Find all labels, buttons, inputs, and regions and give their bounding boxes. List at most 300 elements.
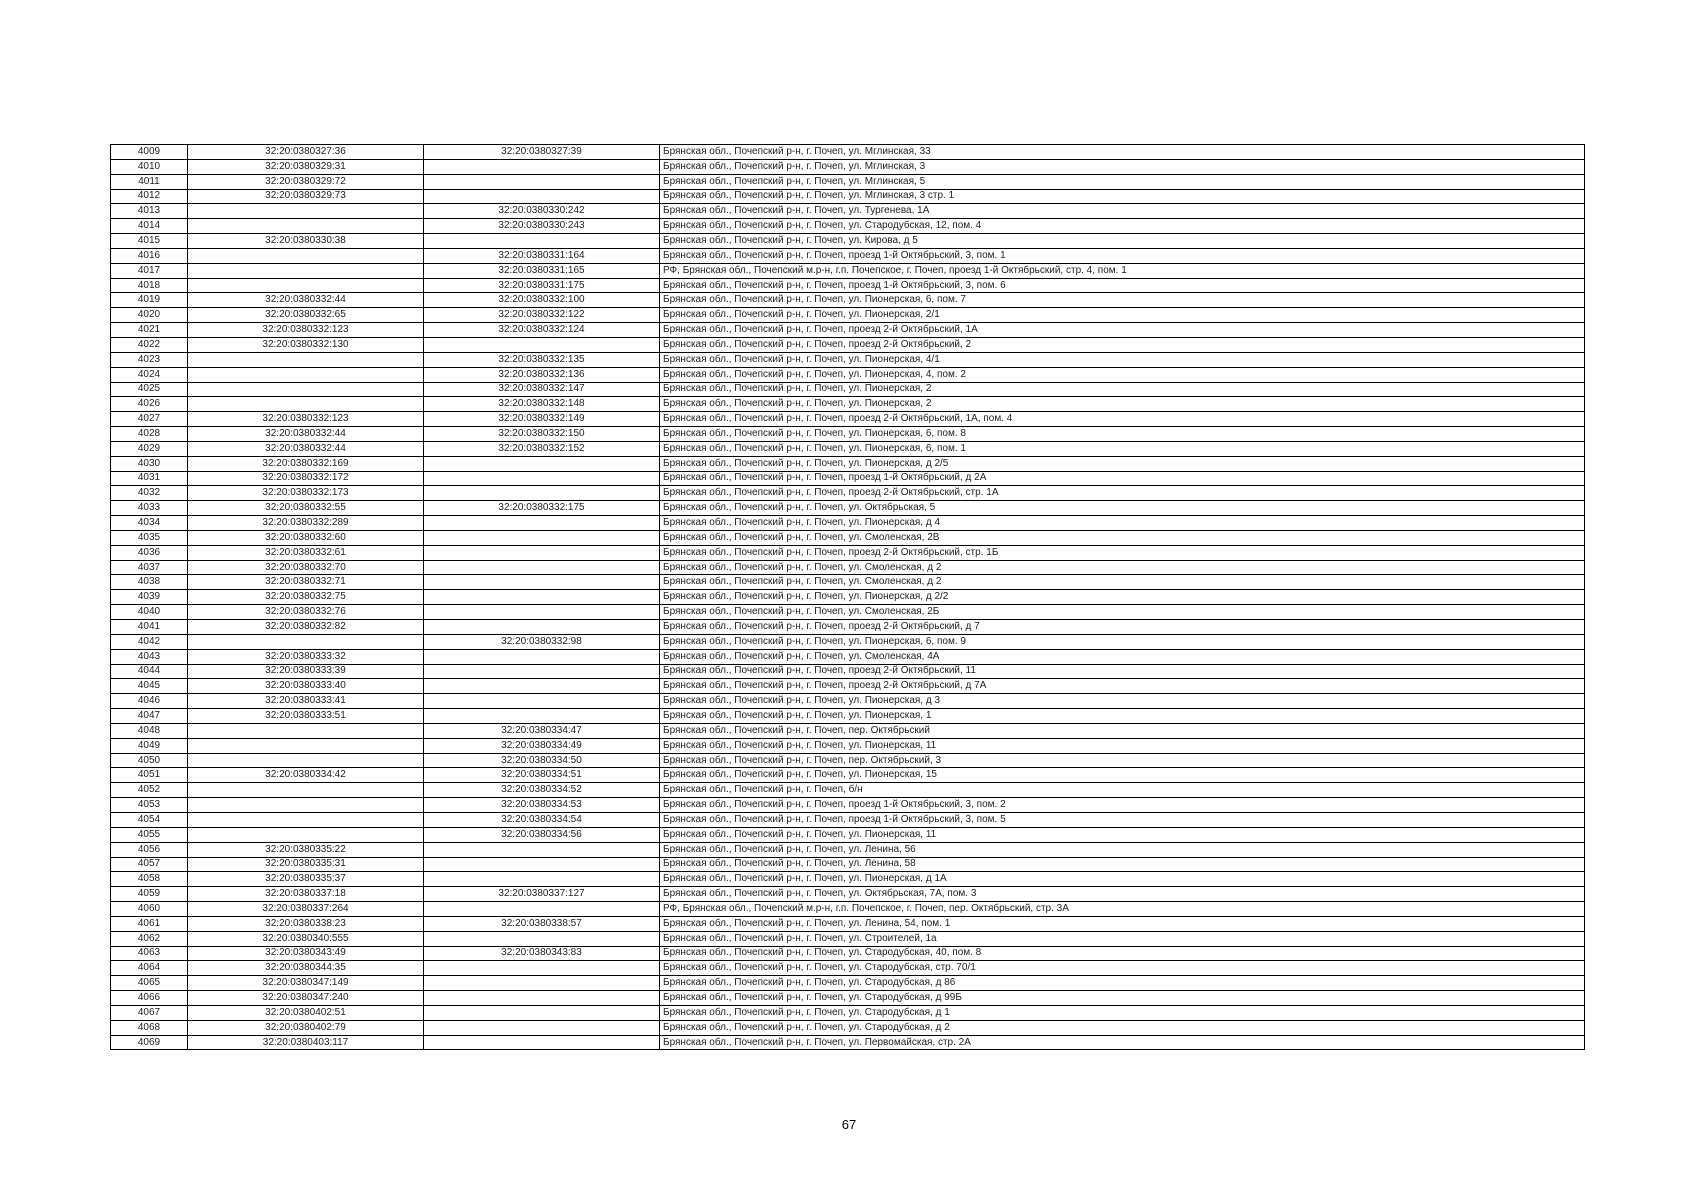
table-row [111,486,1585,501]
building-cadastral-number-cell: 32:20:0380332:152 [424,441,660,456]
table-row [111,812,1585,827]
building-cadastral-number-cell: 32:20:0380330:243 [424,219,660,234]
cadastral-number-cell: 32:20:0380332:172 [188,471,424,486]
address-cell: Брянская обл., Почепский р-н, г. Почеп, ул. Кирова, д 5 [660,234,1585,249]
building-cadastral-number-cell [424,486,660,501]
building-cadastral-number-cell: 32:20:0380332:136 [424,367,660,382]
cadastral-number-cell: 32:20:0380347:149 [188,976,424,991]
address-cell: Брянская обл., Почепский р-н, г. Почеп, ул. Пионерская, д 4 [660,516,1585,531]
row-number-cell: 4048 [111,723,188,738]
table-row [111,961,1585,976]
cadastral-number-cell: 32:20:0380332:76 [188,605,424,620]
building-cadastral-number-cell [424,976,660,991]
table-row [111,827,1585,842]
building-cadastral-number-cell: 32:20:0380332:100 [424,293,660,308]
table-row [111,590,1585,605]
building-cadastral-number-cell [424,872,660,887]
address-cell: Брянская обл., Почепский р-н, г. Почеп, проезд 2-й Октябрьский, 2 [660,337,1585,352]
row-number-cell: 4021 [111,323,188,338]
cadastral-number-cell: 32:20:0380332:169 [188,456,424,471]
cadastral-number-cell: 32:20:0380332:60 [188,530,424,545]
building-cadastral-number-cell [424,991,660,1006]
cadastral-number-cell: 32:20:0380332:44 [188,441,424,456]
row-number-cell: 4043 [111,649,188,664]
cadastral-number-cell: 32:20:0380337:264 [188,902,424,917]
table-row [111,783,1585,798]
address-cell: Брянская обл., Почепский р-н, г. Почеп, ул. Октябрьская, 7А, пом. 3 [660,887,1585,902]
building-cadastral-number-cell [424,174,660,189]
cadastral-number-cell: 32:20:0380343:49 [188,946,424,961]
table-row [111,931,1585,946]
table-row [111,412,1585,427]
building-cadastral-number-cell [424,337,660,352]
table-row [111,649,1585,664]
address-cell: Брянская обл., Почепский р-н, г. Почеп, ул. Смоленская, д 2 [660,560,1585,575]
building-cadastral-number-cell [424,842,660,857]
cadastral-number-cell: 32:20:0380332:65 [188,308,424,323]
table-row [111,263,1585,278]
building-cadastral-number-cell: 32:20:0380343:83 [424,946,660,961]
table-row [111,248,1585,263]
cadastral-number-cell: 32:20:0380332:123 [188,323,424,338]
table-row [111,575,1585,590]
table-row [111,916,1585,931]
address-cell: Брянская обл., Почепский р-н, г. Почеп, ул. Пионерская, д 3 [660,694,1585,709]
address-cell: Брянская обл., Почепский р-н, г. Почеп, ул. Стародубская, д 2 [660,1020,1585,1035]
address-cell: Брянская обл., Почепский р-н, г. Почеп, ул. Смоленская, 4А [660,649,1585,664]
row-number-cell: 4018 [111,278,188,293]
address-cell: Брянская обл., Почепский р-н, г. Почеп, ул. Смоленская, 2В [660,530,1585,545]
row-number-cell: 4029 [111,441,188,456]
table-row [111,367,1585,382]
cadastral-number-cell [188,634,424,649]
building-cadastral-number-cell [424,857,660,872]
cadastral-number-cell: 32:20:0380332:61 [188,545,424,560]
row-number-cell: 4033 [111,501,188,516]
row-number-cell: 4058 [111,872,188,887]
row-number-cell: 4016 [111,248,188,263]
address-cell: Брянская обл., Почепский р-н, г. Почеп, проезд 1-й Октябрьский, 3, пом. 1 [660,248,1585,263]
address-cell: Брянская обл., Почепский р-н, г. Почеп, ул. Стародубская, стр. 70/1 [660,961,1585,976]
building-cadastral-number-cell [424,590,660,605]
building-cadastral-number-cell: 32:20:0380334:50 [424,753,660,768]
address-cell: Брянская обл., Почепский р-н, г. Почеп, пер. Октябрьский, 3 [660,753,1585,768]
table-row [111,620,1585,635]
cadastral-number-cell: 32:20:0380327:36 [188,145,424,160]
building-cadastral-number-cell [424,560,660,575]
building-cadastral-number-cell: 32:20:0380332:175 [424,501,660,516]
row-number-cell: 4025 [111,382,188,397]
cadastral-number-cell: 32:20:0380403:117 [188,1035,424,1050]
cadastral-number-cell [188,753,424,768]
row-number-cell: 4041 [111,620,188,635]
cadastral-number-cell [188,798,424,813]
row-number-cell: 4057 [111,857,188,872]
building-cadastral-number-cell [424,530,660,545]
cadastral-number-cell [188,248,424,263]
row-number-cell: 4066 [111,991,188,1006]
address-cell: Брянская обл., Почепский р-н, г. Почеп, ул. Смоленская, д 2 [660,575,1585,590]
table-row [111,738,1585,753]
table-row [111,664,1585,679]
cadastral-number-cell [188,219,424,234]
table-row [111,516,1585,531]
row-number-cell: 4020 [111,308,188,323]
cadastral-number-cell: 32:20:0380332:44 [188,427,424,442]
cadastral-number-cell: 32:20:0380332:75 [188,590,424,605]
row-number-cell: 4052 [111,783,188,798]
cadastral-number-cell: 32:20:0380329:72 [188,174,424,189]
address-cell: Брянская обл., Почепский р-н, г. Почеп, проезд 2-й Октябрьский, стр. 1А [660,486,1585,501]
registry-table-body [111,145,1585,1050]
building-cadastral-number-cell: 32:20:0380330:242 [424,204,660,219]
address-cell: Брянская обл., Почепский р-н, г. Почеп, ул. Ленина, 56 [660,842,1585,857]
cadastral-number-cell: 32:20:0380333:32 [188,649,424,664]
cadastral-number-cell: 32:20:0380332:44 [188,293,424,308]
building-cadastral-number-cell: 32:20:0380334:54 [424,812,660,827]
row-number-cell: 4023 [111,352,188,367]
address-cell: Брянская обл., Почепский р-н, г. Почеп, ул. Пионерская, 1 [660,709,1585,724]
address-cell: Брянская обл., Почепский р-н, г. Почеп, ул. Стародубская, д 99Б [660,991,1585,1006]
building-cadastral-number-cell [424,902,660,917]
address-cell: Брянская обл., Почепский р-н, г. Почеп, ул. Пионерская, 11 [660,738,1585,753]
cadastral-number-cell [188,827,424,842]
building-cadastral-number-cell: 32:20:0380332:122 [424,308,660,323]
building-cadastral-number-cell [424,694,660,709]
address-cell: Брянская обл., Почепский р-н, г. Почеп, проезд 1-й Октябрьский, д 2А [660,471,1585,486]
building-cadastral-number-cell: 32:20:0380334:52 [424,783,660,798]
building-cadastral-number-cell: 32:20:0380334:56 [424,827,660,842]
cadastral-number-cell: 32:20:0380333:39 [188,664,424,679]
cadastral-number-cell: 32:20:0380332:123 [188,412,424,427]
address-cell: Брянская обл., Почепский р-н, г. Почеп, ул. Стародубская, 40, пом. 8 [660,946,1585,961]
cadastral-number-cell: 32:20:0380332:70 [188,560,424,575]
cadastral-number-cell: 32:20:0380333:51 [188,709,424,724]
building-cadastral-number-cell [424,1035,660,1050]
table-row [111,219,1585,234]
address-cell: Брянская обл., Почепский р-н, г. Почеп, ул. Ленина, 58 [660,857,1585,872]
cadastral-number-cell: 32:20:0380332:173 [188,486,424,501]
building-cadastral-number-cell [424,679,660,694]
cadastral-number-cell: 32:20:0380332:82 [188,620,424,635]
row-number-cell: 4054 [111,812,188,827]
building-cadastral-number-cell: 32:20:0380331:175 [424,278,660,293]
row-number-cell: 4046 [111,694,188,709]
row-number-cell: 4042 [111,634,188,649]
building-cadastral-number-cell: 32:20:0380327:39 [424,145,660,160]
row-number-cell: 4044 [111,664,188,679]
cadastral-number-cell [188,204,424,219]
building-cadastral-number-cell [424,516,660,531]
address-cell: Брянская обл., Почепский р-н, г. Почеп, ул. Строителей, 1а [660,931,1585,946]
table-row [111,278,1585,293]
row-number-cell: 4039 [111,590,188,605]
address-cell: Брянская обл., Почепский р-н, г. Почеп, ул. Мглинская, 33 [660,145,1585,160]
row-number-cell: 4056 [111,842,188,857]
table-row [111,694,1585,709]
table-row [111,753,1585,768]
cadastral-number-cell [188,278,424,293]
address-cell: Брянская обл., Почепский р-н, г. Почеп, ул. Пионерская, 4, пом. 2 [660,367,1585,382]
table-row [111,887,1585,902]
row-number-cell: 4053 [111,798,188,813]
cadastral-number-cell: 32:20:0380340:555 [188,931,424,946]
cadastral-number-cell: 32:20:0380329:31 [188,159,424,174]
building-cadastral-number-cell: 32:20:0380334:49 [424,738,660,753]
row-number-cell: 4050 [111,753,188,768]
cadastral-number-cell: 32:20:0380347:240 [188,991,424,1006]
building-cadastral-number-cell: 32:20:0380331:164 [424,248,660,263]
row-number-cell: 4063 [111,946,188,961]
row-number-cell: 4062 [111,931,188,946]
address-cell: Брянская обл., Почепский р-н, г. Почеп, ул. Стародубская, д 86 [660,976,1585,991]
row-number-cell: 4060 [111,902,188,917]
building-cadastral-number-cell [424,605,660,620]
building-cadastral-number-cell: 32:20:0380331:165 [424,263,660,278]
row-number-cell: 4012 [111,189,188,204]
table-row [111,798,1585,813]
building-cadastral-number-cell: 32:20:0380338:57 [424,916,660,931]
address-cell: Брянская обл., Почепский р-н, г. Почеп, ул. Пионерская, 6, пом. 7 [660,293,1585,308]
row-number-cell: 4014 [111,219,188,234]
address-cell: Брянская обл., Почепский р-н, г. Почеп, проезд 2-й Октябрьский, д 7 [660,620,1585,635]
row-number-cell: 4068 [111,1020,188,1035]
address-cell: Брянская обл., Почепский р-н, г. Почеп, ул. Мглинская, 3 [660,159,1585,174]
cadastral-number-cell: 32:20:0380402:79 [188,1020,424,1035]
row-number-cell: 4055 [111,827,188,842]
address-cell: РФ, Брянская обл., Почепский м.р-н, г.п. Почепское, г. Почеп, пер. Октябрьский, стр. 3А [660,902,1585,917]
table-row [111,308,1585,323]
cadastral-number-cell [188,738,424,753]
building-cadastral-number-cell [424,456,660,471]
table-row [111,946,1585,961]
table-row [111,204,1585,219]
building-cadastral-number-cell [424,471,660,486]
address-cell: Брянская обл., Почепский р-н, г. Почеп, ул. Октябрьская, 5 [660,501,1585,516]
building-cadastral-number-cell [424,961,660,976]
cadastral-number-cell: 32:20:0380335:22 [188,842,424,857]
building-cadastral-number-cell: 32:20:0380334:51 [424,768,660,783]
cadastral-number-cell: 32:20:0380344:35 [188,961,424,976]
page-number: 67 [841,1117,857,1132]
building-cadastral-number-cell [424,545,660,560]
address-cell: Брянская обл., Почепский р-н, г. Почеп, ул. Тургенева, 1А [660,204,1585,219]
row-number-cell: 4019 [111,293,188,308]
table-row [111,1020,1585,1035]
table-row [111,560,1585,575]
row-number-cell: 4028 [111,427,188,442]
cadastral-number-cell [188,397,424,412]
cadastral-number-cell: 32:20:0380332:130 [188,337,424,352]
table-row [111,145,1585,160]
row-number-cell: 4013 [111,204,188,219]
building-cadastral-number-cell: 32:20:0380332:150 [424,427,660,442]
building-cadastral-number-cell [424,709,660,724]
building-cadastral-number-cell: 32:20:0380337:127 [424,887,660,902]
row-number-cell: 4049 [111,738,188,753]
building-cadastral-number-cell [424,1005,660,1020]
building-cadastral-number-cell [424,1020,660,1035]
address-cell: Брянская обл., Почепский р-н, г. Почеп, проезд 1-й Октябрьский, 3, пом. 2 [660,798,1585,813]
cadastral-number-cell: 32:20:0380333:40 [188,679,424,694]
cadastral-number-cell: 32:20:0380402:51 [188,1005,424,1020]
table-row [111,857,1585,872]
table-row [111,471,1585,486]
row-number-cell: 4031 [111,471,188,486]
cadastral-number-cell [188,352,424,367]
building-cadastral-number-cell [424,575,660,590]
row-number-cell: 4045 [111,679,188,694]
table-row [111,352,1585,367]
address-cell: Брянская обл., Почепский р-н, г. Почеп, проезд 1-й Октябрьский, 3, пом. 6 [660,278,1585,293]
cadastral-number-cell [188,367,424,382]
table-row [111,337,1585,352]
row-number-cell: 4024 [111,367,188,382]
address-cell: РФ, Брянская обл., Почепский м.р-н, г.п. Почепское, г. Почеп, проезд 1-й Октябрьский, стр. 4, пом. 1 [660,263,1585,278]
address-cell: Брянская обл., Почепский р-н, г. Почеп, ул. Первомайская, стр. 2А [660,1035,1585,1050]
row-number-cell: 4040 [111,605,188,620]
row-number-cell: 4069 [111,1035,188,1050]
row-number-cell: 4059 [111,887,188,902]
address-cell: Брянская обл., Почепский р-н, г. Почеп, ул. Мглинская, 5 [660,174,1585,189]
table-row [111,323,1585,338]
cadastral-number-cell: 32:20:0380332:55 [188,501,424,516]
cadastral-number-cell [188,812,424,827]
table-row [111,530,1585,545]
table-row [111,189,1585,204]
row-number-cell: 4064 [111,961,188,976]
address-cell: Брянская обл., Почепский р-н, г. Почеп, пер. Октябрьский [660,723,1585,738]
cadastral-number-cell: 32:20:0380332:71 [188,575,424,590]
table-row [111,723,1585,738]
building-cadastral-number-cell: 32:20:0380332:148 [424,397,660,412]
table-row [111,174,1585,189]
cadastral-number-cell: 32:20:0380333:41 [188,694,424,709]
address-cell: Брянская обл., Почепский р-н, г. Почеп, ул. Пионерская, 2 [660,397,1585,412]
table-row [111,293,1585,308]
table-row [111,709,1585,724]
building-cadastral-number-cell [424,664,660,679]
address-cell: Брянская обл., Почепский р-н, г. Почеп, ул. Стародубская, д 1 [660,1005,1585,1020]
row-number-cell: 4026 [111,397,188,412]
row-number-cell: 4036 [111,545,188,560]
address-cell: Брянская обл., Почепский р-н, г. Почеп, ул. Стародубская, 12, пом. 4 [660,219,1585,234]
row-number-cell: 4022 [111,337,188,352]
table-row [111,456,1585,471]
building-cadastral-number-cell [424,620,660,635]
address-cell: Брянская обл., Почепский р-н, г. Почеп, ул. Пионерская, 6, пом. 8 [660,427,1585,442]
cadastral-number-cell [188,263,424,278]
row-number-cell: 4061 [111,916,188,931]
cadastral-number-cell: 32:20:0380335:37 [188,872,424,887]
address-cell: Брянская обл., Почепский р-н, г. Почеп, проезд 1-й Октябрьский, 3, пом. 5 [660,812,1585,827]
address-cell: Брянская обл., Почепский р-н, г. Почеп, ул. Смоленская, 2Б [660,605,1585,620]
address-cell: Брянская обл., Почепский р-н, г. Почеп, ул. Пионерская, 15 [660,768,1585,783]
address-cell: Брянская обл., Почепский р-н, г. Почеп, ул. Пионерская, д 1А [660,872,1585,887]
building-cadastral-number-cell [424,159,660,174]
table-row [111,441,1585,456]
cadastral-number-cell: 32:20:0380337:18 [188,887,424,902]
address-cell: Брянская обл., Почепский р-н, г. Почеп, ул. Пионерская, д 2/5 [660,456,1585,471]
table-row [111,976,1585,991]
building-cadastral-number-cell: 32:20:0380332:98 [424,634,660,649]
address-cell: Брянская обл., Почепский р-н, г. Почеп, ул. Мглинская, 3 стр. 1 [660,189,1585,204]
cadastral-number-cell: 32:20:0380335:31 [188,857,424,872]
table-row [111,1035,1585,1050]
table-row [111,501,1585,516]
address-cell: Брянская обл., Почепский р-н, г. Почеп, проезд 2-й Октябрьский, стр. 1Б [660,545,1585,560]
row-number-cell: 4032 [111,486,188,501]
cadastral-number-cell [188,783,424,798]
building-cadastral-number-cell: 32:20:0380334:53 [424,798,660,813]
table-row [111,382,1585,397]
building-cadastral-number-cell: 32:20:0380334:47 [424,723,660,738]
building-cadastral-number-cell [424,649,660,664]
building-cadastral-number-cell [424,234,660,249]
address-cell: Брянская обл., Почепский р-н, г. Почеп, проезд 2-й Октябрьский, д 7А [660,679,1585,694]
table-row [111,605,1585,620]
row-number-cell: 4034 [111,516,188,531]
table-row [111,679,1585,694]
building-cadastral-number-cell: 32:20:0380332:147 [424,382,660,397]
row-number-cell: 4009 [111,145,188,160]
row-number-cell: 4038 [111,575,188,590]
table-row [111,427,1585,442]
building-cadastral-number-cell: 32:20:0380332:149 [424,412,660,427]
table-row [111,768,1585,783]
building-cadastral-number-cell: 32:20:0380332:135 [424,352,660,367]
address-cell: Брянская обл., Почепский р-н, г. Почеп, ул. Пионерская, 6, пом. 1 [660,441,1585,456]
cadastral-number-cell: 32:20:0380338:23 [188,916,424,931]
row-number-cell: 4011 [111,174,188,189]
cadastral-number-cell: 32:20:0380330:38 [188,234,424,249]
table-row [111,842,1585,857]
registry-table [110,144,1585,1050]
table-row [111,397,1585,412]
row-number-cell: 4015 [111,234,188,249]
row-number-cell: 4010 [111,159,188,174]
row-number-cell: 4047 [111,709,188,724]
table-row [111,634,1585,649]
row-number-cell: 4051 [111,768,188,783]
cadastral-number-cell [188,723,424,738]
cadastral-number-cell: 32:20:0380329:73 [188,189,424,204]
row-number-cell: 4017 [111,263,188,278]
address-cell: Брянская обл., Почепский р-н, г. Почеп, ул. Ленина, 54, пом. 1 [660,916,1585,931]
building-cadastral-number-cell: 32:20:0380332:124 [424,323,660,338]
row-number-cell: 4027 [111,412,188,427]
address-cell: Брянская обл., Почепский р-н, г. Почеп, ул. Пионерская, 2 [660,382,1585,397]
cadastral-number-cell: 32:20:0380334:42 [188,768,424,783]
address-cell: Брянская обл., Почепский р-н, г. Почеп, проезд 2-й Октябрьский, 1А, пом. 4 [660,412,1585,427]
cadastral-number-cell [188,382,424,397]
cadastral-number-cell: 32:20:0380332:289 [188,516,424,531]
table-row [111,872,1585,887]
address-cell: Брянская обл., Почепский р-н, г. Почеп, ул. Пионерская, д 2/2 [660,590,1585,605]
address-cell: Брянская обл., Почепский р-н, г. Почеп, проезд 2-й Октябрьский, 1А [660,323,1585,338]
address-cell: Брянская обл., Почепский р-н, г. Почеп, ул. Пионерская, 2/1 [660,308,1585,323]
table-row [111,545,1585,560]
row-number-cell: 4037 [111,560,188,575]
building-cadastral-number-cell [424,931,660,946]
address-cell: Брянская обл., Почепский р-н, г. Почеп, ул. Пионерская, 11 [660,827,1585,842]
table-row [111,234,1585,249]
address-cell: Брянская обл., Почепский р-н, г. Почеп, б/н [660,783,1585,798]
table-row [111,902,1585,917]
address-cell: Брянская обл., Почепский р-н, г. Почеп, ул. Пионерская, 6, пом. 9 [660,634,1585,649]
row-number-cell: 4065 [111,976,188,991]
address-cell: Брянская обл., Почепский р-н, г. Почеп, проезд 2-й Октябрьский, 11 [660,664,1585,679]
